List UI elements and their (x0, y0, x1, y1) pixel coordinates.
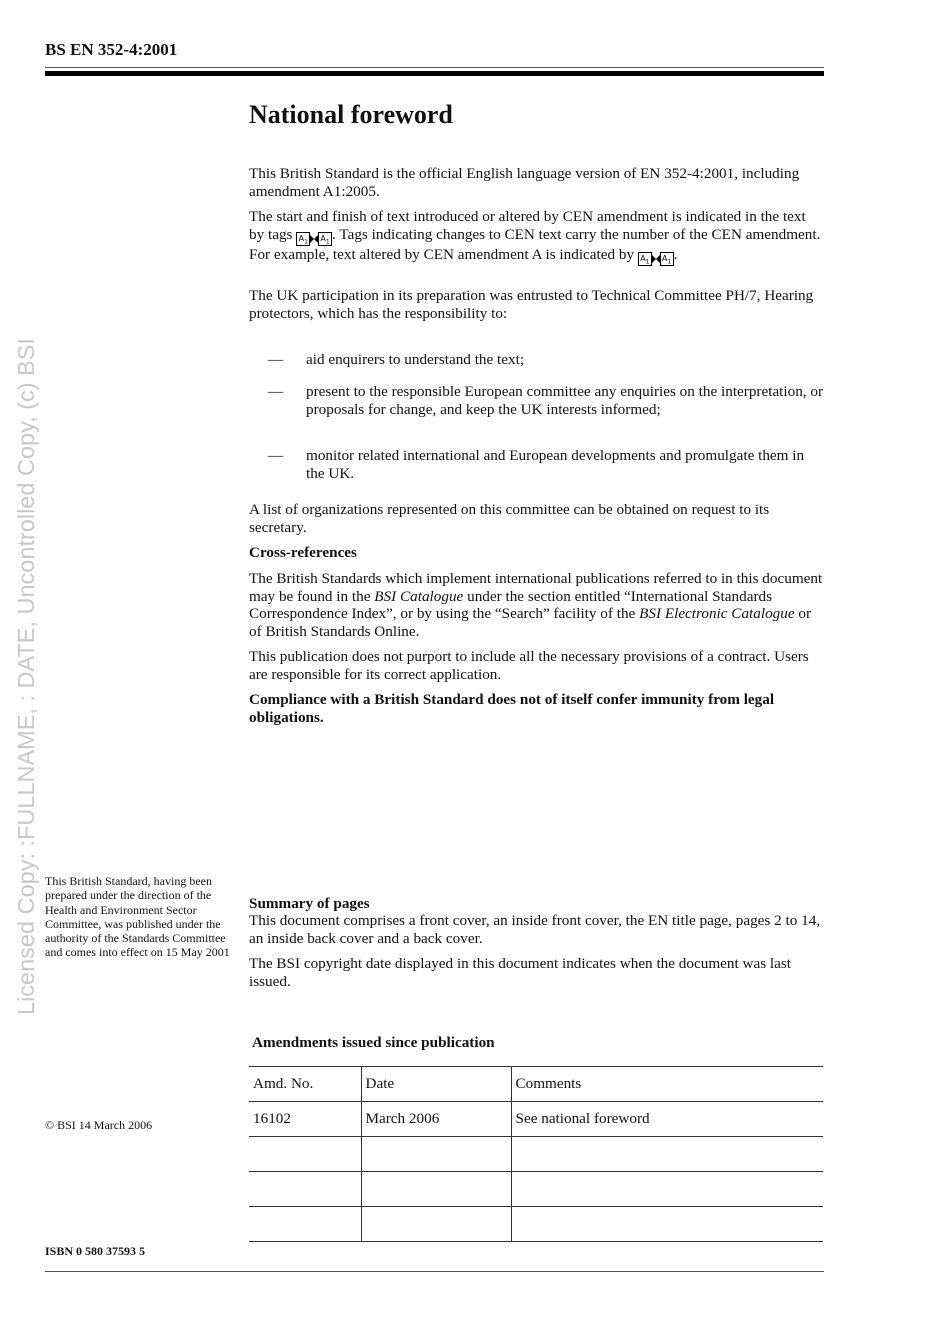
header-rule-thin (45, 67, 824, 68)
isbn: ISBN 0 580 37593 5 (45, 1244, 146, 1258)
cross-references-heading: Cross-references (249, 544, 357, 561)
table-cell (361, 1207, 511, 1242)
column-header-comments: Comments (511, 1067, 823, 1102)
summary-paragraph-2: The BSI copyright date displayed in this document indicates when the document was last issued. (249, 955, 791, 990)
cross-references-paragraph: The British Standards which implement international publications referred to in this document may be found in the BSI Catalogue under the section entitled “International Standards Correspondence Index”, or by using the “Search” facility of the BSI Electronic Catalogue or of British Standards Online. (249, 570, 823, 640)
table-row (249, 1102, 823, 1137)
amendment-start-tag-icon: $A_1$ (296, 232, 310, 246)
column-header-date: Date (361, 1067, 511, 1102)
amendments-heading: Amendments issued since publication (252, 1034, 495, 1051)
bsi-catalogue-ref: BSI Catalogue (374, 587, 464, 605)
license-watermark: Licensed Copy: :FULLNAME, : DATE, Uncontrolled Copy, (c) BSI (13, 338, 39, 1015)
summary-heading: Summary of pages (249, 895, 370, 912)
table-cell (511, 1172, 823, 1207)
intro-paragraph-3 (249, 287, 824, 322)
column-header-amd-no: Amd. No. (249, 1067, 361, 1102)
document-id: BS EN 352-4:2001 (45, 40, 178, 59)
table-cell (511, 1207, 823, 1242)
table-cell (511, 1137, 823, 1172)
table-row (249, 1172, 823, 1207)
page-title: National foreword (249, 100, 453, 129)
table-cell (361, 1172, 511, 1207)
compliance-statement: Compliance with a British Standard does not of itself confer immunity from legal obligations. (249, 691, 775, 726)
intro-paragraph-1 (249, 165, 824, 200)
amendment-end-tag-icon: $A_1$ (660, 252, 674, 266)
table-cell (361, 1137, 511, 1172)
bsi-electronic-catalogue-ref: BSI Electronic Catalogue (639, 605, 795, 622)
intro-text-2: The start and finish of text introduced or altered by CEN amendment is indicated in the text by tags $A_1$ $A_1$ . Tags indicating changes to CEN text carry the number of the CEN amendment. For example, text altered by CEN amendment A is indicated by $A_1$ $A_1$ . (249, 208, 821, 266)
table-row (249, 1207, 823, 1242)
table-cell (249, 1207, 361, 1242)
intro-text-3: The UK participation in its preparation was entrusted to Technical Committee PH/7, Hearing protectors, which has the responsibility to: (249, 287, 814, 322)
amendment-end-tag-icon: $A_1$ (318, 232, 332, 246)
table-cell (249, 1172, 361, 1207)
header-rule-thick (45, 71, 824, 76)
table-header-row (249, 1067, 823, 1102)
summary-paragraph-1: This document comprises a front cover, an inside front cover, the EN title page, pages 2 to 14, an inside back cover and a back cover. (249, 912, 821, 947)
intro-text-1: This British Standard is the official English language version of EN 352-4:2001, including amendment A1:2005. (249, 165, 800, 200)
footer-rule (45, 1271, 824, 1272)
sidebar-approval-note: This British Standard, having been prepared under the direction of the Health and Environment Sector Committee, was published under the authority of the Standards Committee and comes into effect on 15 May 2001 (45, 874, 230, 960)
table-cell: March 2006 (361, 1102, 511, 1137)
copyright-notice: © BSI 14 March 2006 (45, 1118, 153, 1132)
intro-paragraph-2 (249, 208, 824, 266)
table-cell (249, 1137, 361, 1172)
provisions-paragraph: This publication does not purport to include all the necessary provisions of a contract. Users are responsible for its correct application. (249, 648, 809, 683)
committee-list-paragraph: A list of organizations represented on this committee can be obtained on request to its secretary. (249, 501, 770, 536)
amendment-start-tag-icon: $A_1$ (638, 252, 652, 266)
table-cell: 16102 (249, 1102, 361, 1137)
amendments-table (249, 1066, 823, 1242)
table-cell: See national foreword (511, 1102, 823, 1137)
table-row (249, 1137, 823, 1172)
